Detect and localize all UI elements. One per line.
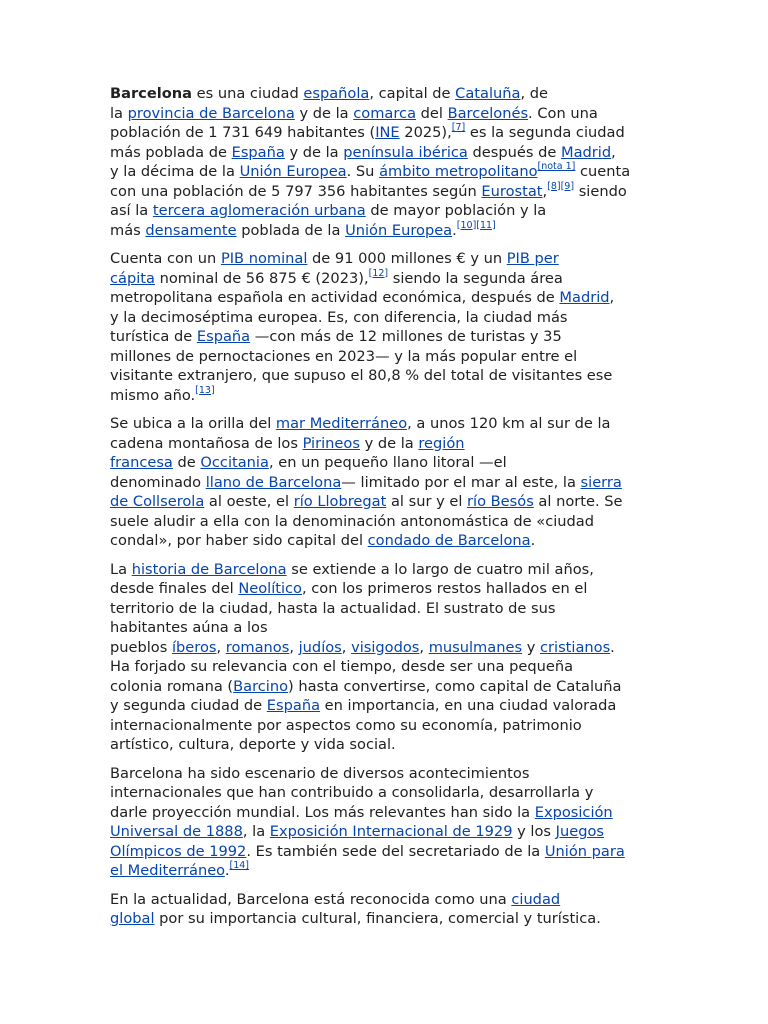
reference-link[interactable]: [7]: [451, 122, 466, 134]
wiki-link[interactable]: ciudad: [511, 890, 561, 908]
text-run: internacionalmente por aspectos como su economía, patrimonio: [110, 716, 582, 734]
wiki-link[interactable]: llano de Barcelona: [205, 473, 342, 491]
wiki-link[interactable]: Unión Europea: [239, 163, 347, 180]
text-run: suele aludir a ella con la denominación antonomástica de «ciudad: [110, 512, 594, 530]
text-run: al sur y el: [386, 493, 468, 510]
text-run: artístico, cultura, deporte y vida social.: [110, 736, 396, 753]
text-run: ,: [611, 143, 616, 161]
text-run: Se ubica a la orilla del: [110, 415, 276, 432]
text-run: Barcelona ha sido escenario de diversos acontecimientos: [110, 764, 530, 782]
paragraph: [110, 890, 662, 929]
text-run: denominado: [110, 473, 206, 491]
wiki-link[interactable]: mar Mediterráneo: [275, 415, 408, 432]
wiki-link[interactable]: francesa: [110, 454, 173, 471]
text-run: La: [110, 560, 132, 578]
text-run: con una población de 5 797 356 habitantes según: [110, 182, 482, 200]
text-run: habitantes aúna a los: [110, 619, 268, 636]
wiki-link[interactable]: Exposición: [534, 803, 613, 821]
article-body: [110, 84, 662, 938]
reference-link[interactable]: [nota 1]: [537, 161, 576, 173]
reference-link[interactable]: [8][9]: [547, 180, 575, 192]
text-run: más poblada de: [110, 143, 232, 161]
text-run: turística de: [110, 328, 197, 345]
wiki-link[interactable]: Barcino: [233, 677, 289, 695]
wiki-link[interactable]: musulmanes: [428, 638, 523, 656]
text-run: .: [452, 221, 457, 239]
text-run: de mayor población y la: [365, 202, 547, 219]
text-run: —con más de 12 millones de turistas y 35: [250, 328, 562, 345]
wiki-link[interactable]: judíos: [298, 638, 342, 656]
wiki-link[interactable]: sierra: [580, 473, 622, 491]
text-run: poblada de la: [236, 221, 346, 239]
wiki-link[interactable]: Madrid: [559, 289, 610, 306]
text-run: siendo: [574, 182, 627, 200]
wiki-link[interactable]: romanos: [225, 638, 290, 656]
reference-link[interactable]: [14]: [229, 860, 250, 872]
wiki-link[interactable]: ámbito metropolitano: [379, 163, 538, 180]
wiki-link[interactable]: Madrid: [560, 143, 612, 161]
paragraph: [110, 249, 662, 405]
wiki-link[interactable]: el Mediterráneo: [110, 862, 225, 879]
text-run: .: [224, 862, 230, 879]
wiki-link[interactable]: Universal de 1888: [110, 823, 243, 840]
paragraph: [110, 84, 662, 240]
text-run: de: [172, 454, 201, 471]
paragraph: [110, 560, 662, 755]
text-run: en importancia, en una ciudad valorada: [320, 697, 617, 714]
text-run: 2025),: [399, 124, 452, 141]
text-run: se extiende a lo largo de cuatro mil años,: [286, 560, 594, 578]
wiki-link[interactable]: España: [266, 697, 321, 714]
text-run: , capital de: [369, 85, 456, 102]
text-run: — limitado por el mar al este, la: [341, 473, 581, 491]
wiki-link[interactable]: PIB per: [506, 250, 559, 267]
text-run: la: [110, 104, 128, 122]
text-run: población de 1 731 649 habitantes (: [110, 124, 376, 141]
wiki-link[interactable]: cristianos: [539, 638, 611, 656]
wiki-link[interactable]: España: [231, 143, 285, 161]
reference-link[interactable]: [13]: [195, 384, 215, 396]
text-run: Ha forjado su relevancia con el tiempo, desde ser una pequeña: [110, 658, 574, 675]
text-run: más: [110, 221, 146, 239]
text-run: . Es también sede del secretariado de la: [246, 842, 545, 860]
text-run: pueblos: [110, 638, 172, 656]
wiki-link[interactable]: río Llobregat: [293, 493, 387, 510]
reference-sup: [230, 860, 250, 871]
wiki-link[interactable]: INE: [375, 124, 400, 141]
wiki-link[interactable]: comarca: [353, 104, 417, 122]
wiki-link[interactable]: Cataluña: [455, 85, 521, 102]
wiki-link[interactable]: Unión Europea: [345, 221, 453, 239]
text-run: del: [416, 104, 448, 122]
text-run: y de la: [359, 434, 419, 452]
wiki-link[interactable]: provincia de Barcelona: [127, 104, 295, 122]
text-run: por su importancia cultural, financiera, comercial y turística.: [154, 910, 601, 927]
text-run: ,: [609, 289, 615, 306]
wiki-link[interactable]: española: [303, 85, 370, 102]
wiki-link[interactable]: PIB nominal: [220, 250, 308, 267]
text-run: darle proyección mundial. Los más relevantes han sido la: [110, 803, 535, 821]
text-run: nominal de 56 875 € (2023),: [154, 269, 369, 287]
text-run: .: [530, 532, 536, 549]
text-run: cadena montañosa de los: [110, 434, 303, 452]
text-run: después de: [467, 143, 561, 161]
wiki-link[interactable]: región: [418, 434, 465, 452]
text-run: y de la: [294, 104, 354, 122]
text-run: y segunda ciudad de: [110, 697, 267, 714]
text-run: así la: [110, 202, 153, 219]
text-run: visitante extranjero, que supuso el 80,8 % del total de visitantes ese: [110, 367, 613, 384]
wiki-link[interactable]: íberos: [171, 638, 217, 656]
text-run: . Su: [346, 163, 380, 180]
wiki-link[interactable]: Pirineos: [302, 434, 360, 452]
wiki-link[interactable]: Juegos: [555, 823, 604, 840]
text-run: metropolitana española en actividad económica, después de: [110, 289, 560, 306]
text-run: colonia romana (: [110, 677, 234, 695]
reference-link[interactable]: [12]: [368, 267, 389, 279]
wiki-link[interactable]: visigodos: [351, 638, 420, 656]
reference-sup: [457, 220, 496, 231]
text-run: , la: [242, 823, 270, 840]
wiki-link[interactable]: Exposición Internacional de 1929: [269, 823, 513, 840]
wiki-link[interactable]: Olímpicos de 1992: [110, 842, 247, 860]
text-run: ,: [216, 638, 226, 656]
wiki-link[interactable]: Unión para: [544, 842, 625, 860]
text-run: y la decimoséptima europea. Es, con diferencia, la ciudad más: [110, 308, 568, 326]
text-run: es una ciudad: [191, 85, 304, 102]
wiki-link[interactable]: España: [196, 328, 251, 345]
wiki-link[interactable]: Occitania: [200, 454, 269, 471]
text-run: Cuenta con un: [110, 250, 221, 267]
text-run: desde finales del: [110, 580, 239, 597]
text-run: En la actualidad, Barcelona está reconocida como una: [110, 890, 512, 908]
reference-sup: [452, 122, 465, 133]
text-run: y de la: [284, 143, 344, 161]
text-run: ,: [341, 638, 352, 656]
wiki-link[interactable]: de Collserola: [110, 493, 205, 510]
paragraph: [110, 764, 662, 881]
reference-sup: [547, 181, 574, 192]
text-run: y la décima de la: [110, 163, 240, 180]
wiki-link[interactable]: historia de Barcelona: [131, 560, 287, 578]
text-run: y: [522, 638, 540, 656]
wiki-link[interactable]: cápita: [110, 269, 155, 287]
wiki-link[interactable]: Barcelonés: [447, 104, 529, 122]
reference-link[interactable]: [10][11]: [456, 219, 496, 231]
text-run: territorio de la ciudad, hasta la actualidad. El sustrato de sus: [110, 599, 556, 617]
text-run: .: [610, 638, 615, 656]
article-subject: Barcelona: [110, 85, 192, 102]
text-run: ,: [419, 638, 429, 656]
text-run: , de: [520, 85, 548, 102]
wiki-link[interactable]: península ibérica: [343, 143, 468, 161]
text-run: siendo la segunda área: [388, 269, 563, 287]
reference-sup: [369, 268, 389, 279]
text-run: , en un pequeño llano litoral —el: [268, 454, 507, 471]
text-run: ,: [542, 182, 548, 200]
text-run: al oeste, el: [204, 493, 294, 510]
wiki-link[interactable]: río Besós: [467, 493, 534, 510]
reference-sup: [538, 161, 576, 172]
text-run: y los: [512, 823, 556, 840]
text-run: millones de pernoctaciones en 2023— y la más popular entre el: [110, 347, 578, 365]
text-run: internacionales que han contribuido a consolidarla, desarrollarla y: [110, 784, 594, 801]
wiki-link[interactable]: Eurostat: [481, 182, 543, 200]
wiki-link[interactable]: condado de Barcelona: [367, 532, 531, 549]
text-run: mismo año.: [110, 386, 196, 404]
text-run: condal», por haber sido capital del: [110, 532, 368, 549]
wiki-link[interactable]: Neolítico: [238, 580, 302, 597]
text-run: ,: [289, 638, 299, 656]
text-run: , con los primeros restos hallados en el: [302, 580, 588, 597]
text-run: cuenta: [575, 163, 631, 180]
text-run: . Con una: [528, 104, 598, 122]
text-run: de 91 000 millones € y un: [307, 250, 507, 267]
paragraph: [110, 414, 662, 551]
reference-sup: [195, 385, 215, 396]
wiki-link[interactable]: global: [110, 910, 155, 927]
wiki-link[interactable]: tercera aglomeración urbana: [152, 202, 366, 219]
wiki-link[interactable]: densamente: [145, 221, 237, 239]
text-run: , a unos 120 km al sur de la: [407, 415, 611, 432]
text-run: ) hasta convertirse, como capital de Cataluña: [288, 677, 622, 695]
text-run: es la segunda ciudad: [465, 124, 625, 141]
text-run: al norte. Se: [533, 493, 623, 510]
